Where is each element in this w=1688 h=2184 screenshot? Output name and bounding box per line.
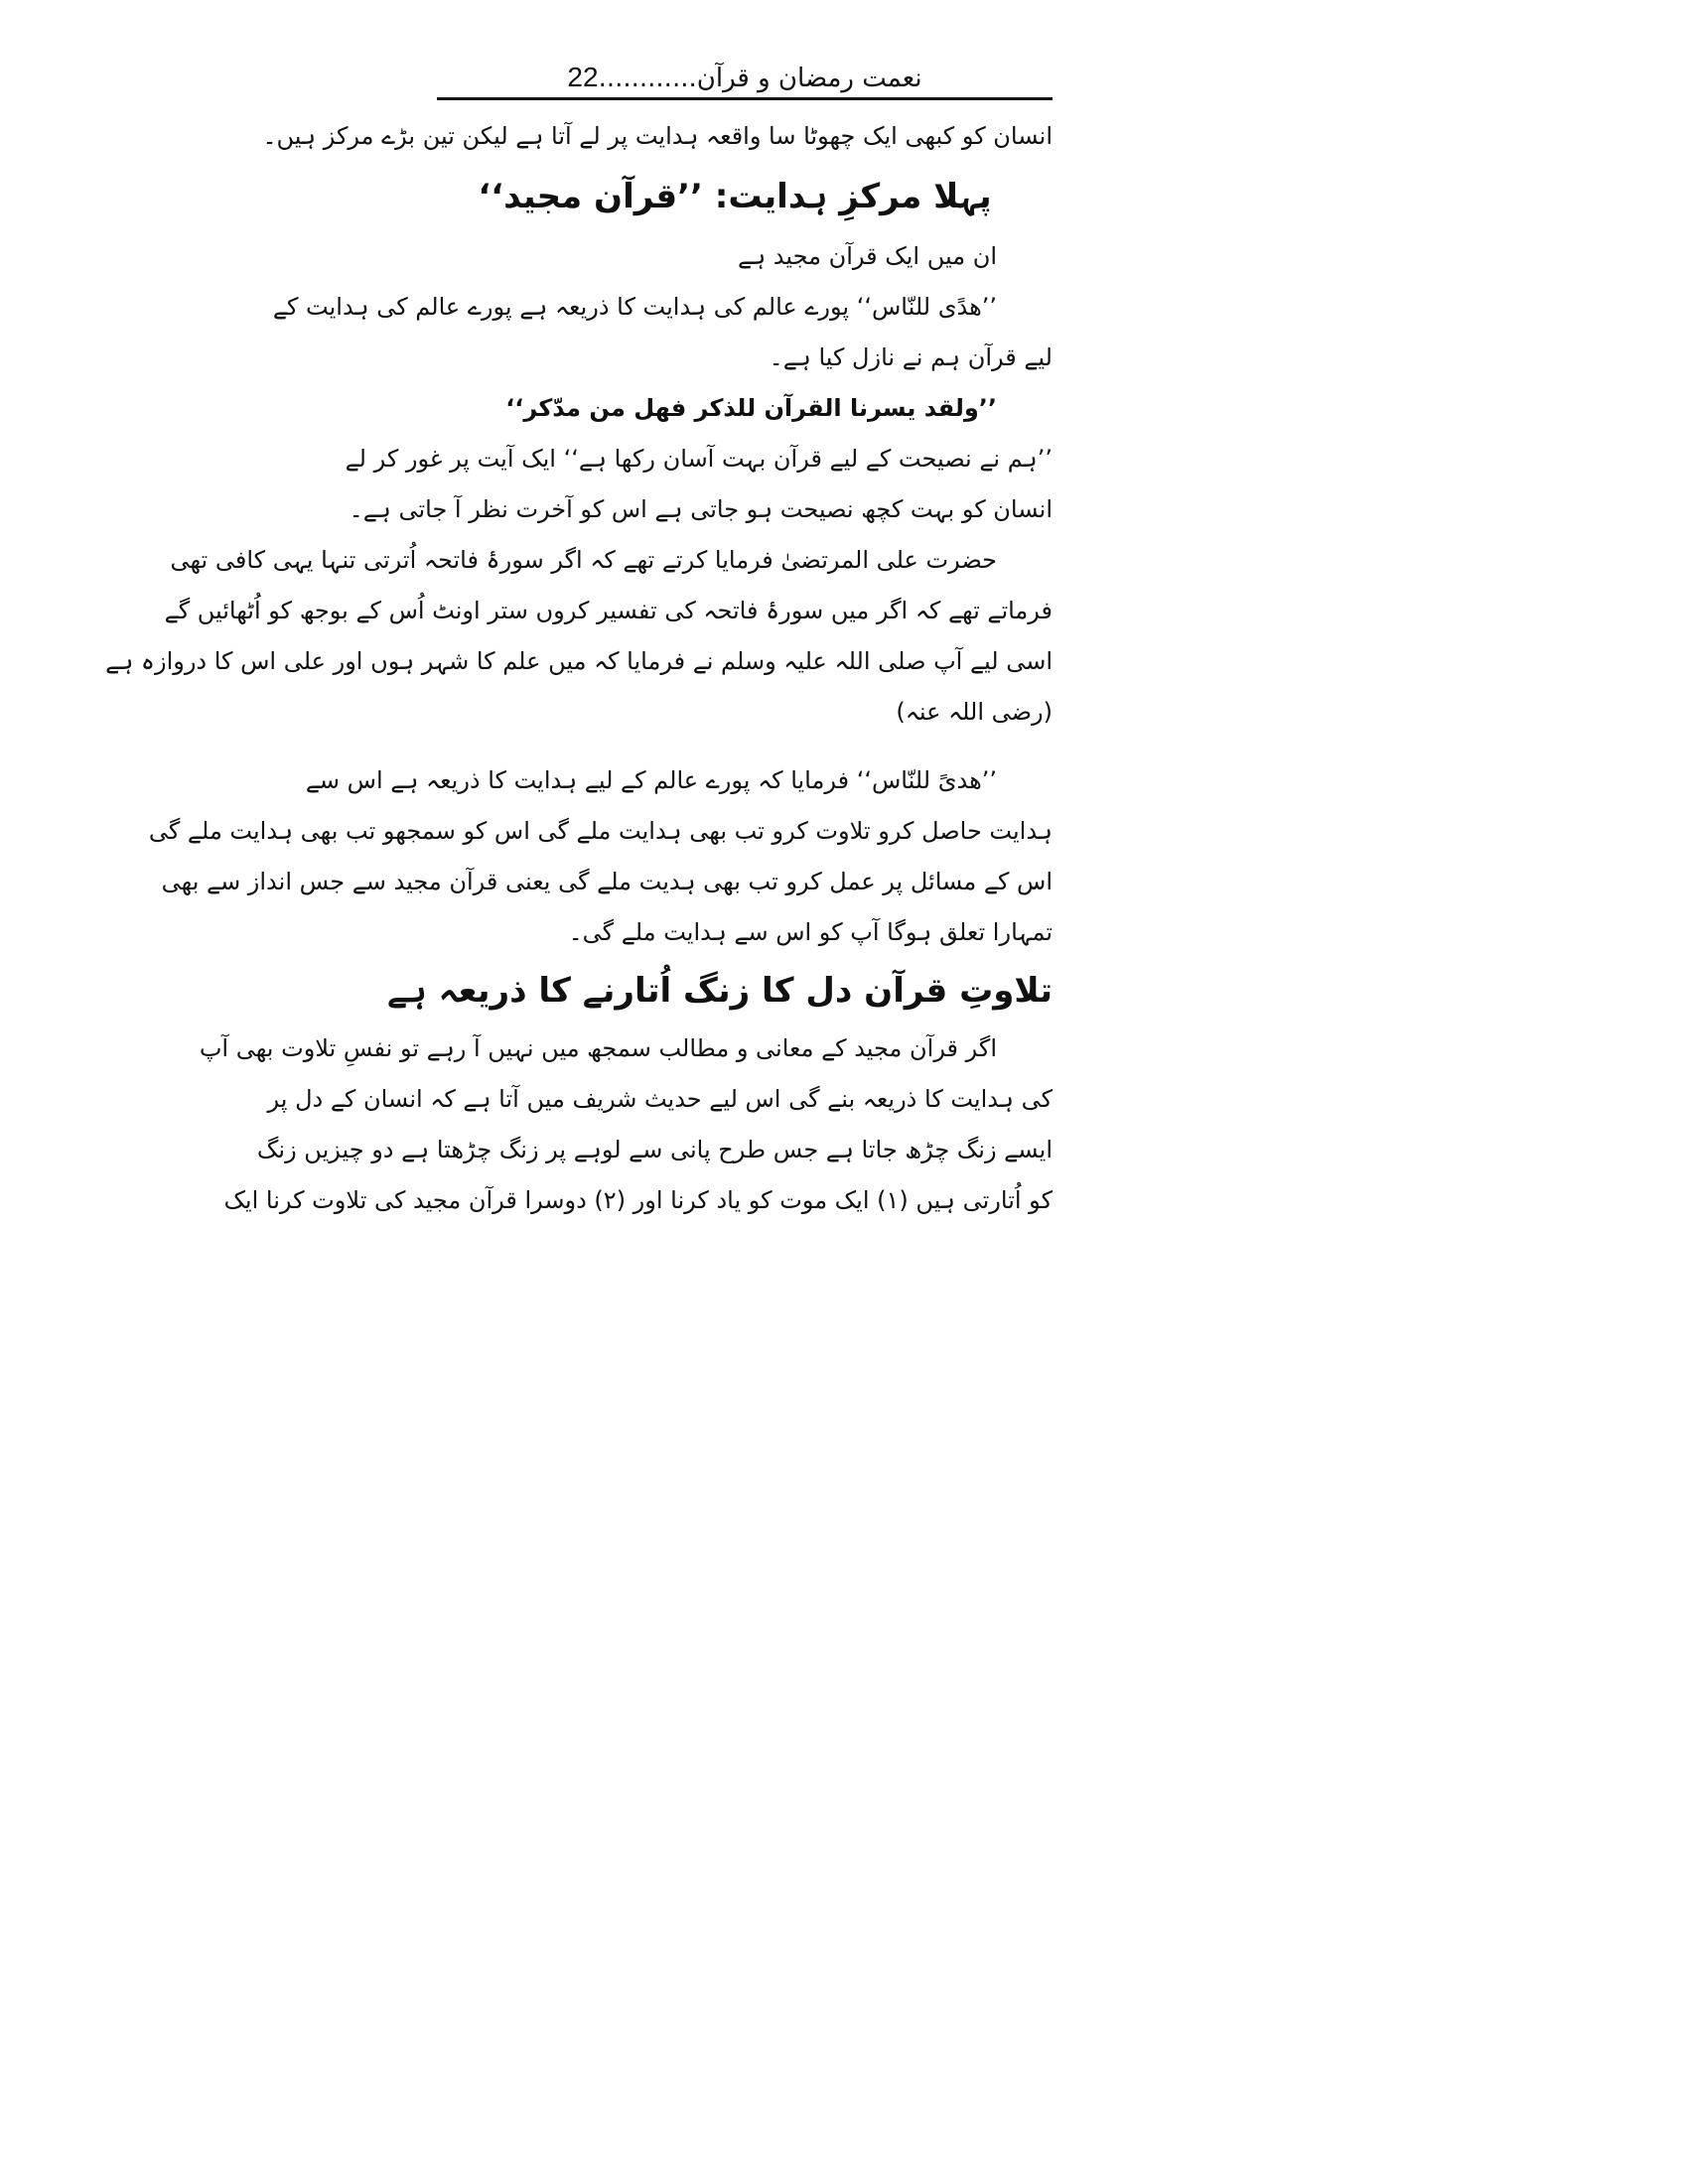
- book-title: نعمت رمضان و قرآن: [696, 64, 922, 93]
- text-line: اسی لیے آپ صلی اللہ علیہ وسلم نے فرمایا کہ میں علم کا شہر ہوں اور علی اس کا دروازہ ہے: [105, 647, 1053, 675]
- text-line: ہدایت حاصل کرو تلاوت کرو تب بھی ہدایت ملے گی اس کو سمجھو تب بھی ہدایت ملے گی: [148, 817, 1053, 845]
- text-line: اگر قرآن مجید کے معانی و مطالب سمجھ میں نہیں آ رہے تو نفسِ تلاوت بھی آپ: [199, 1034, 997, 1062]
- text-line: کی ہدایت کا ذریعہ بنے گی اس لیے حدیث شریف میں آتا ہے کہ انسان کے دل پر: [267, 1085, 1053, 1113]
- text-line: انسان کو بہت کچھ نصیحت ہو جاتی ہے اس کو آخرت نظر آ جاتی ہے۔: [349, 495, 1053, 523]
- text-line: ’’ہم نے نصیحت کے لیے قرآن بہت آسان رکھا ہے‘‘ ایک آیت پر غور کر لے: [345, 445, 1053, 473]
- text-line: تمہارا تعلق ہوگا آپ کو اس سے ہدایت ملے گی۔: [568, 918, 1053, 946]
- page-number: 22: [567, 62, 599, 92]
- text-line: ’’ھدیً للنّاس‘‘ فرمایا کہ پورے عالم کے لیے ہدایت کا ذریعہ ہے اس سے: [305, 766, 997, 794]
- text-line: ایسے زنگ چڑھ جاتا ہے جس طرح پانی سے لوہے پر زنگ چڑھتا ہے دو چیزیں زنگ: [256, 1136, 1053, 1163]
- text-line: انسان کو کبھی ایک چھوٹا سا واقعہ ہدایت پر لے آتا ہے لیکن تین بڑے مرکز ہیں۔: [262, 122, 1053, 150]
- running-header: [437, 56, 1053, 99]
- text-line: فرماتے تھے کہ اگر میں سورۂ فاتحہ کی تفسیر کروں ستر اونٹ اُس کے بوجھ کو اُٹھائیں گے: [164, 597, 1053, 624]
- text-line: اس کے مسائل پر عمل کرو تب بھی ہدیت ملے گی یعنی قرآن مجید سے جس انداز سے بھی: [161, 868, 1053, 895]
- section-heading-first-center: پہلا مرکزِ ہدایت: ’’قرآن مجید‘‘: [478, 177, 992, 216]
- quran-verse: ’’ولقد یسرنا القرآن للذکر فھل من مدّکر‘‘: [505, 394, 997, 422]
- section-heading-recitation: تلاوتِ قرآن دل کا زنگ اُتارنے کا ذریعہ ہے: [386, 971, 1053, 1011]
- header-leader-dots: ............: [598, 64, 697, 93]
- paragraph-gap: [417, 738, 1053, 755]
- text-line: کو اُتارتی ہیں (۱) ایک موت کو یاد کرنا اور (۲) دوسرا قرآن مجید کی تلاوت کرنا ایک: [223, 1186, 1053, 1214]
- text-line: ان میں ایک قرآن مجید ہے: [738, 242, 997, 270]
- text-line: ’’ھدًی للنّاس‘‘ پورے عالم کی ہدایت کا ذریعہ ہے پورے عالم کی ہدایت کے: [272, 293, 997, 321]
- body-text: [105, 111, 1053, 1226]
- text-line: (رضی اللہ عنہ): [896, 698, 1053, 726]
- text-line: حضرت علی المرتضیٰ فرمایا کرتے تھے کہ اگر سورۂ فاتحہ اُترتی تنہا یہی کافی تھی: [170, 546, 997, 574]
- header-rule: [437, 97, 1053, 100]
- text-line: لیے قرآن ہم نے نازل کیا ہے۔: [769, 343, 1053, 371]
